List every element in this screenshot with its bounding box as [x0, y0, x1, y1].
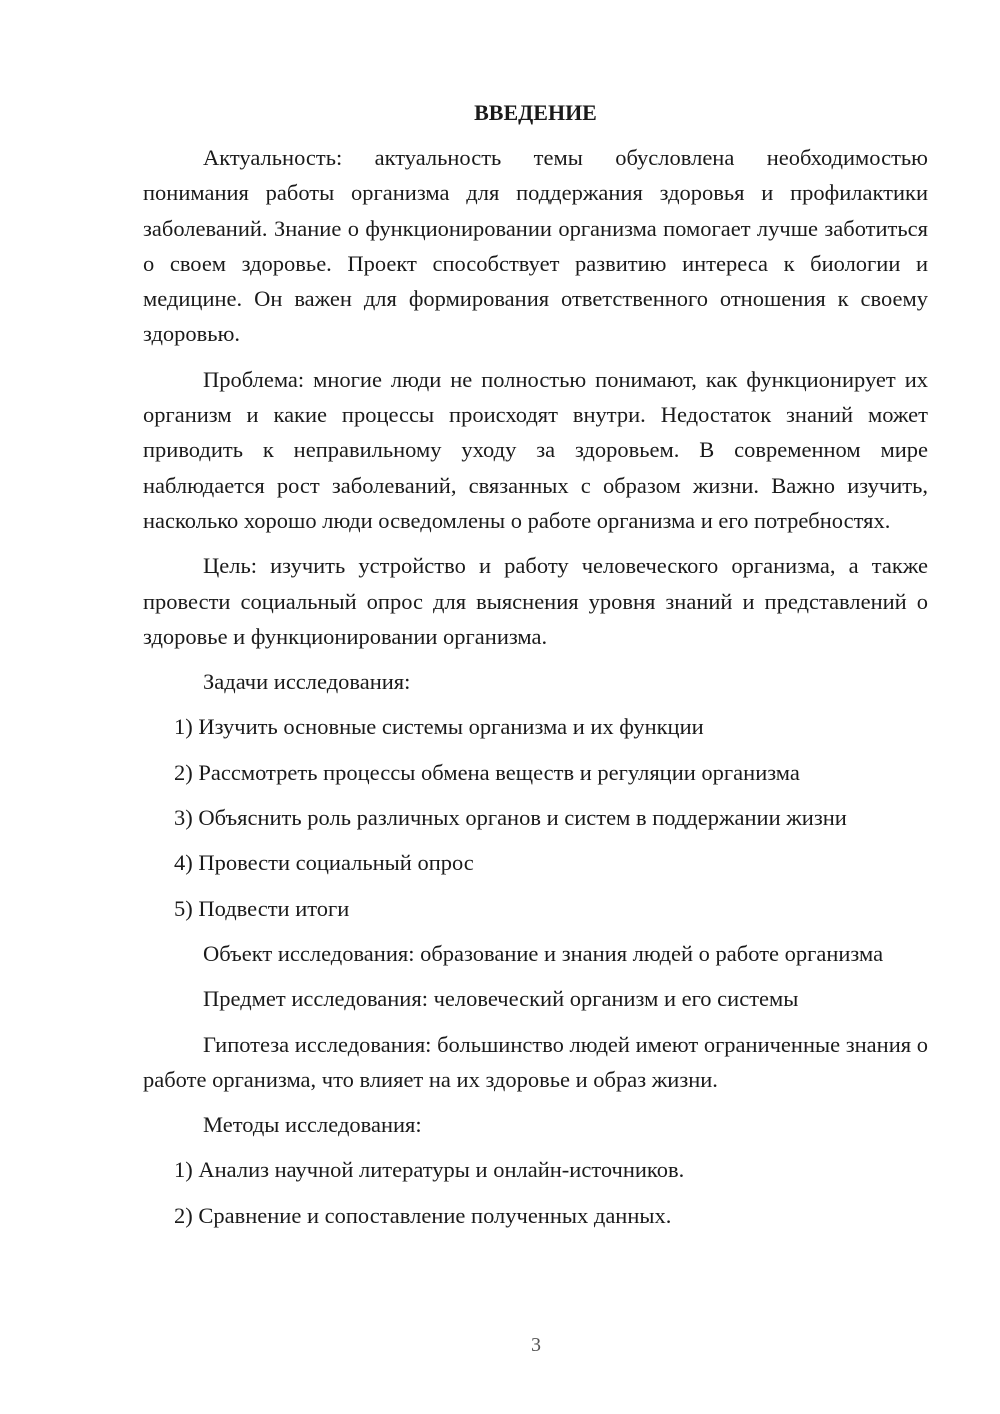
paragraph-subject: Предмет исследования: человеческий организм и его системы — [203, 986, 799, 1012]
tasks-list — [143, 709, 928, 925]
methods-list — [143, 1152, 928, 1233]
tasks-heading: Задачи исследования: — [203, 669, 411, 695]
document-page — [143, 95, 928, 1243]
paragraph-relevance: Актуальность: актуальность темы обусловлена необходимостью понимания работы организма для поддержания здоровья и профилактики заболеваний. Знание о функционировании организма помогает лучше заботиться о своем здоровье. Проект способствует развитию интереса к биологии и медицине. Он важен для формирования ответственного отношения к своему здоровью. — [143, 145, 928, 347]
list-item-method-2: 2) Сравнение и сопоставление полученных данных. — [174, 1202, 672, 1228]
list-item-task-3: 3) Объяснить роль различных органов и систем в поддержании жизни — [174, 805, 847, 831]
paragraph-problem: Проблема: многие люди не полностью понимают, как функционирует их организм и какие процессы происходят внутри. Недостаток знаний может приводить к неправильному уходу за здоровьем. В современном мире наблюдается рост заболеваний, связанных с образом жизни. Важно изучить, насколько хорошо люди осведомлены о работе организма и его потребностях. — [143, 366, 928, 533]
paragraph-hypothesis: Гипотеза исследования: большинство людей имеют ограниченные знания о работе организма, что влияет на их здоровье и образ жизни. — [143, 1031, 928, 1092]
page-number: 3 — [531, 1334, 541, 1356]
list-item-method-1: 1) Анализ научной литературы и онлайн-источников. — [174, 1157, 685, 1183]
list-item-task-1: 1) Изучить основные системы организма и их функции — [174, 714, 704, 740]
list-item-task-2: 2) Рассмотреть процессы обмена веществ и регуляции организма — [174, 759, 800, 785]
methods-heading: Методы исследования: — [203, 1112, 422, 1138]
section-title: ВВЕДЕНИЕ — [474, 100, 597, 125]
paragraph-goal: Цель: изучить устройство и работу человеческого организма, а также провести социальный опрос для выяснения уровня знаний и представлений о здоровье и функционировании организма. — [143, 553, 928, 649]
paragraph-object: Объект исследования: образование и знания людей о работе организма — [203, 940, 884, 966]
list-item-task-5: 5) Подвести итоги — [174, 895, 350, 921]
list-item-task-4: 4) Провести социальный опрос — [174, 850, 474, 876]
